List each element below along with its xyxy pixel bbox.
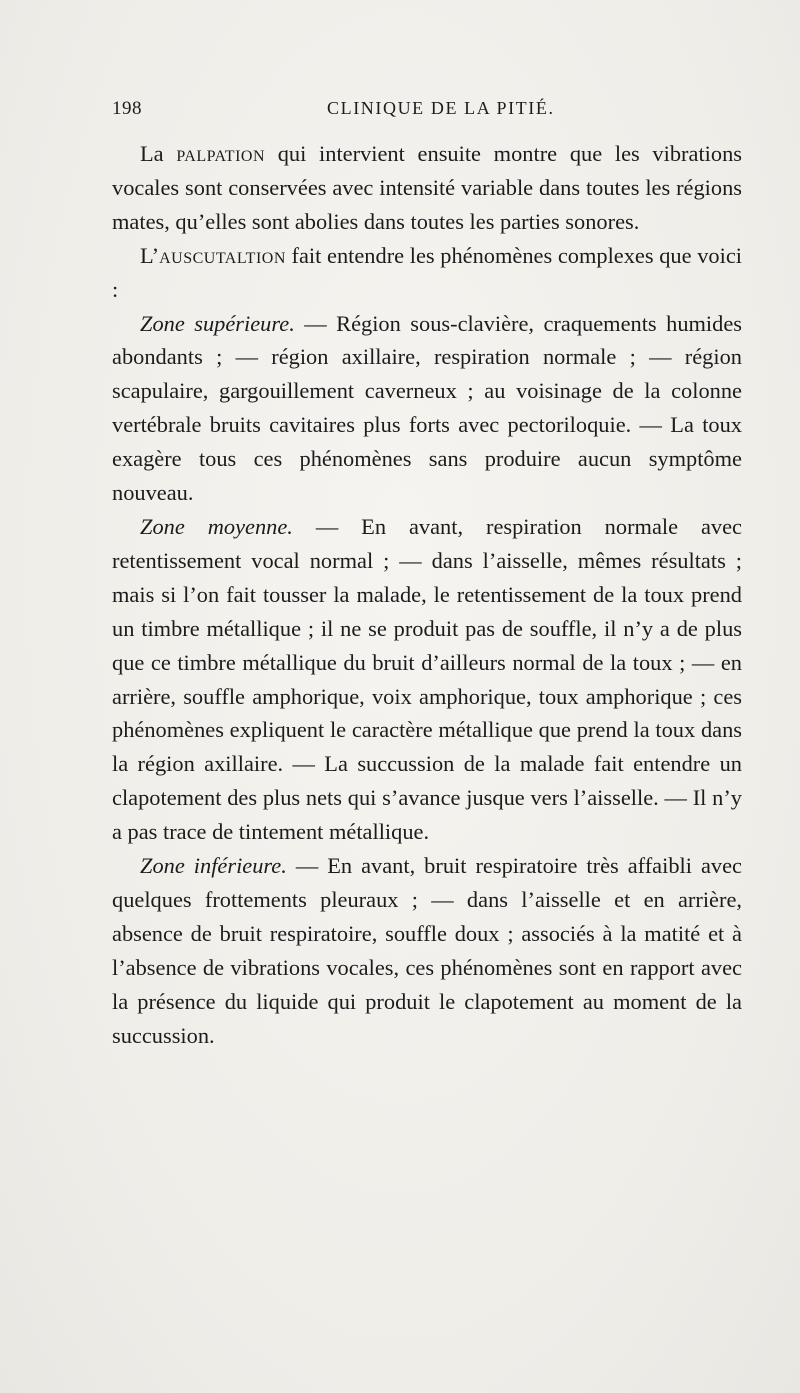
running-title: CLINIQUE DE LA PITIÉ. bbox=[327, 98, 555, 118]
paragraph-body: fait entendre les phénomènes complexes que voici : bbox=[112, 242, 742, 302]
zone-heading: Zone supérieure. bbox=[140, 310, 295, 336]
zone-heading: Zone moyenne. bbox=[140, 513, 293, 539]
paragraph-body: — En avant, bruit respiratoire très affaibli avec quelques frottements pleuraux ; — dans l’aisselle et en arrière, absence de bruit respiratoire, souffle doux ; associés à la matité et à l’absence de vibrations vocales, ces phénomènes sont en rapport avec la présence du liquide qui produit le clapotement au moment de la succussion. bbox=[112, 853, 742, 1048]
paragraph-palpation bbox=[112, 137, 742, 239]
paragraph-body: — En avant, respiration normale avec retentissement vocal normal ; — dans l’aisselle, mêmes résultats ; mais si l’on fait tousser la malade, le retentissement de la toux prend un timbre métallique ; il ne se produit pas de souffle, il n’y a de plus que ce timbre métallique du bruit d’ailleurs normal de la toux ; — en arrière, souffle amphorique, voix amphorique, toux amphorique ; ces phénomènes expliquent le caractère métallique que prend la toux dans la région axillaire. — La succussion de la malade fait entendre un clapotement des plus nets qui s’avance jusque vers l’aisselle. — Il n’y a pas trace de tintement métallique. bbox=[112, 513, 742, 845]
paragraph-auscultation bbox=[112, 239, 742, 307]
page-header bbox=[112, 98, 742, 128]
paragraph-zone-inferieure bbox=[112, 849, 742, 1052]
body-text bbox=[112, 137, 742, 1052]
paragraph-body: qui intervient ensuite montre que les vibrations vocales sont conservées avec intensité variable dans toutes les régions mates, qu’elles sont abolies dans toutes les parties sonores. bbox=[112, 141, 742, 234]
paragraph-prefix: L’ bbox=[140, 242, 160, 268]
paragraph-zone-superieure bbox=[112, 307, 742, 510]
paragraph-lead-term: palpation bbox=[176, 141, 266, 166]
paragraph-body: — Région sous-clavière, craquements humides abondants ; — région axillaire, respiration normale ; — région scapulaire, gargouillement caverneux ; au voisinage de la colonne vertébrale bruits cavitaires plus forts avec pectoriloquie. — La toux exagère tous ces phénomènes sans produire aucun symptôme nouveau. bbox=[112, 310, 742, 506]
paragraph-zone-moyenne bbox=[112, 510, 742, 849]
page-number: 198 bbox=[112, 98, 142, 119]
paragraph-lead-term: auscutaltion bbox=[159, 242, 286, 268]
paragraph-prefix: La bbox=[140, 141, 177, 166]
zone-heading: Zone inférieure. bbox=[140, 853, 287, 879]
